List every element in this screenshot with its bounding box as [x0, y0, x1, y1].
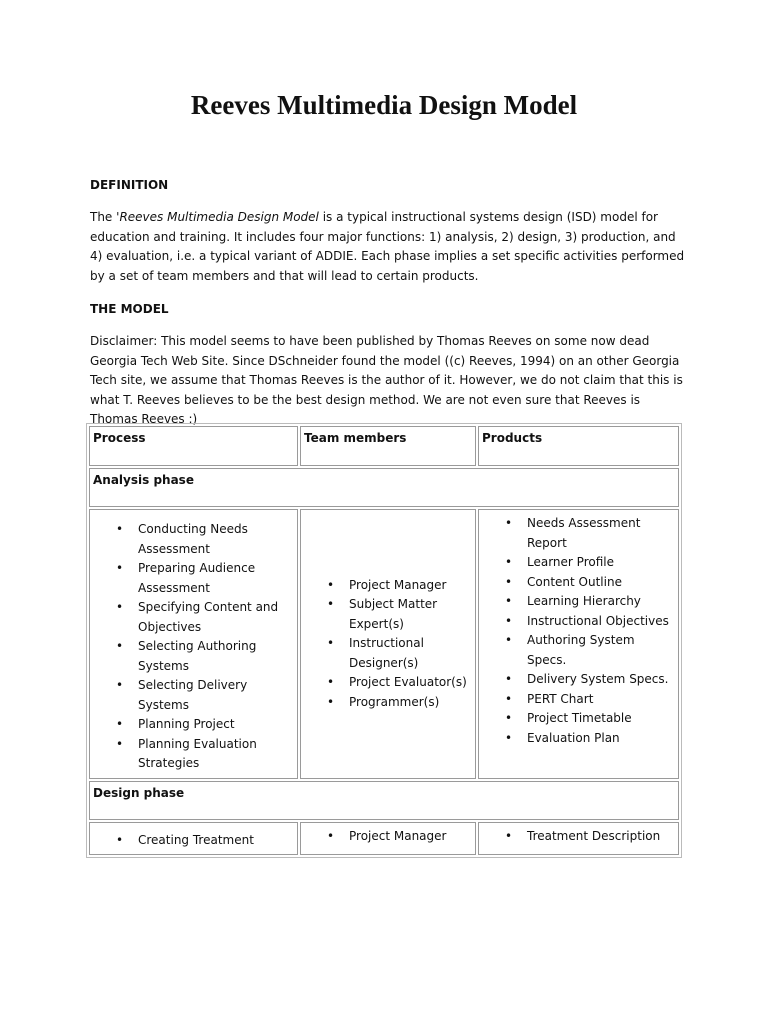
list-item: • Specifying Content and Objectives	[138, 598, 294, 637]
table-header-row	[89, 426, 679, 466]
definition-paragraph	[90, 208, 690, 286]
list-item: • Instructional Designer(s)	[349, 634, 472, 673]
list-item: • Planning Evaluation Strategies	[138, 735, 294, 774]
design-process-cell	[89, 822, 298, 856]
page-title: Reeves Multimedia Design Model	[190, 90, 578, 120]
list-item: • PERT Chart	[527, 690, 675, 710]
analysis-products-list	[482, 514, 675, 748]
analysis-process-cell	[89, 509, 298, 779]
analysis-team-list	[304, 576, 472, 713]
list-item: • Learner Profile	[527, 553, 675, 573]
list-item: • Delivery System Specs.	[527, 670, 675, 690]
design-products-cell	[478, 822, 679, 856]
design-content-row	[89, 822, 679, 856]
design-team-cell	[300, 822, 476, 856]
definition-model-name: Reeves Multimedia Design Model	[119, 210, 319, 224]
design-products-list	[482, 827, 675, 847]
list-item: • Learning Hierarchy	[527, 592, 675, 612]
list-item: • Content Outline	[527, 573, 675, 593]
list-item: • Selecting Delivery Systems	[138, 676, 294, 715]
list-item: • Selecting Authoring Systems	[138, 637, 294, 676]
analysis-phase-row	[89, 468, 679, 507]
analysis-process-list	[93, 514, 294, 774]
definition-text-post: is a typical instructional systems design (ISD) model for education and training. It includes four major functions: 1) analysis, 2) design, 3) production, and 4) evaluation, i.e. a typical variant of ADDIE. Each phase implies a set specific activities performed by a set of team members and that will lead to certain products.	[90, 210, 685, 283]
definition-text-pre: The '	[90, 210, 120, 224]
list-item: • Creating Treatment	[138, 831, 294, 851]
list-item: • Programmer(s)	[349, 693, 472, 713]
list-item: • Project Manager	[349, 576, 472, 596]
list-item: • Authoring System Specs.	[527, 631, 675, 670]
list-item: • Planning Project	[138, 715, 294, 735]
list-item: • Treatment Description	[527, 827, 675, 847]
list-item: • Instructional Objectives	[527, 612, 675, 632]
list-item: • Needs Assessment Report	[527, 514, 675, 553]
analysis-products-cell	[478, 509, 679, 779]
header-products: Products	[478, 426, 679, 466]
disclaimer-paragraph: Disclaimer: This model seems to have been published by Thomas Reeves on some now dead Georgia Tech Web Site. Since DSchneider found the model ((c) Reeves, 1994) on an other Georgia Tech site, we assume that Thomas Reeves is the author of it. However, we do not claim that this is what T. Reeves believes to be the best design method. We are not even sure that Reeves is Thomas Reeves :)	[90, 334, 683, 426]
list-item: • Subject Matter Expert(s)	[349, 595, 472, 634]
list-item: • Project Timetable	[527, 709, 675, 729]
model-heading: THE MODEL	[90, 302, 169, 316]
list-item: • Project Manager	[349, 827, 472, 847]
list-item: • Conducting Needs Assessment	[138, 520, 294, 559]
list-item: • Preparing Audience Assessment	[138, 559, 294, 598]
analysis-content-row	[89, 509, 679, 779]
list-item: • Evaluation Plan	[527, 729, 675, 749]
model-table	[86, 423, 682, 858]
design-phase-label: Design phase	[89, 781, 679, 820]
header-process: Process	[89, 426, 298, 466]
analysis-phase-label: Analysis phase	[89, 468, 679, 507]
design-process-list	[93, 827, 294, 851]
definition-heading: DEFINITION	[90, 178, 169, 192]
list-item: • Project Evaluator(s)	[349, 673, 472, 693]
design-phase-row	[89, 781, 679, 820]
header-team-members: Team members	[300, 426, 476, 466]
design-team-list	[304, 827, 472, 847]
analysis-team-cell	[300, 509, 476, 779]
